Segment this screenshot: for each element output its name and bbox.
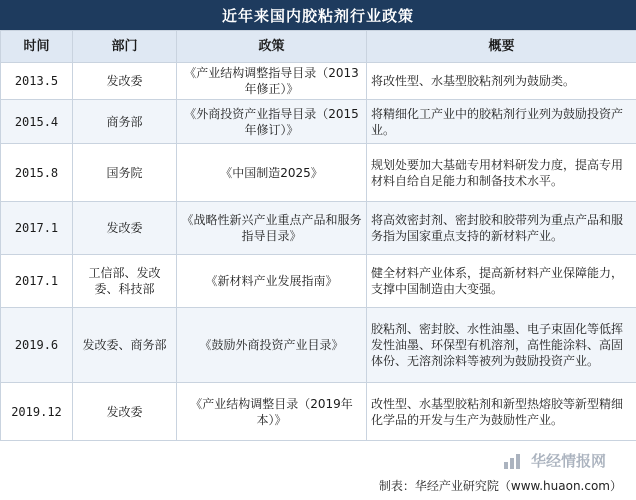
cell-policy: 《外商投资产业指导目录（2015年修订）》	[177, 100, 367, 144]
cell-summary: 健全材料产业体系，提高新材料产业保障能力，支撑中国制造由大变强。	[367, 255, 636, 308]
cell-department: 发改委	[73, 383, 177, 441]
table-row	[1, 255, 636, 308]
cell-date: 2017.1	[1, 255, 73, 308]
cell-date: 2013.5	[1, 63, 73, 100]
cell-date: 2019.6	[1, 308, 73, 383]
header-summary: 概要	[367, 31, 636, 63]
table-row	[1, 100, 636, 144]
table-row	[1, 202, 636, 255]
header-department: 部门	[73, 31, 177, 63]
watermark	[503, 450, 606, 471]
cell-policy: 《产业结构调整指导目录（2013年修正）》	[177, 63, 367, 100]
cell-policy: 《战略性新兴产业重点产品和服务指导目录》	[177, 202, 367, 255]
cell-date: 2019.12	[1, 383, 73, 441]
cell-summary: 将精细化工产业中的胶粘剂行业列为鼓励投资产业。	[367, 100, 636, 144]
cell-department: 发改委、商务部	[73, 308, 177, 383]
cell-summary: 规划处要加大基础专用材料研发力度，提高专用材料自给自足能力和制备技术水平。	[367, 144, 636, 202]
table-row	[1, 308, 636, 383]
cell-department: 工信部、发改委、科技部	[73, 255, 177, 308]
source-footer: 制表：华经产业研究院（www.huaon.com）	[378, 478, 622, 493]
cell-date: 2015.8	[1, 144, 73, 202]
table-title: 近年来国内胶粘剂行业政策	[0, 0, 636, 30]
chart-logo-icon	[503, 452, 525, 470]
cell-summary: 将改性型、水基型胶粘剂列为鼓励类。	[367, 63, 636, 100]
cell-policy: 《产业结构调整目录（2019年本）》	[177, 383, 367, 441]
cell-department: 国务院	[73, 144, 177, 202]
header-policy: 政策	[177, 31, 367, 63]
cell-policy: 《鼓励外商投资产业目录》	[177, 308, 367, 383]
header-date: 时间	[1, 31, 73, 63]
table-row	[1, 144, 636, 202]
table-header-row	[1, 31, 636, 63]
cell-summary: 改性型、水基型胶粘剂和新型热熔胶等新型精细化学品的开发与生产为鼓励性产业。	[367, 383, 636, 441]
table-row	[1, 383, 636, 441]
table-row	[1, 63, 636, 100]
cell-summary: 将高效密封剂、密封胶和胶带列为重点产品和服务指为国家重点支持的新材料产业。	[367, 202, 636, 255]
cell-summary: 胶粘剂、密封胶、水性油墨、电子束固化等低挥发性油墨、环保型有机溶剂，高性能涂料、高固体份、无溶剂涂料等被列为鼓励投资产业。	[367, 308, 636, 383]
cell-policy: 《中国制造2025》	[177, 144, 367, 202]
watermark-text: 华经情报网	[530, 452, 606, 470]
cell-department: 发改委	[73, 202, 177, 255]
cell-department: 商务部	[73, 100, 177, 144]
cell-date: 2017.1	[1, 202, 73, 255]
cell-department: 发改委	[73, 63, 177, 100]
policy-table	[0, 30, 636, 441]
cell-policy: 《新材料产业发展指南》	[177, 255, 367, 308]
cell-date: 2015.4	[1, 100, 73, 144]
